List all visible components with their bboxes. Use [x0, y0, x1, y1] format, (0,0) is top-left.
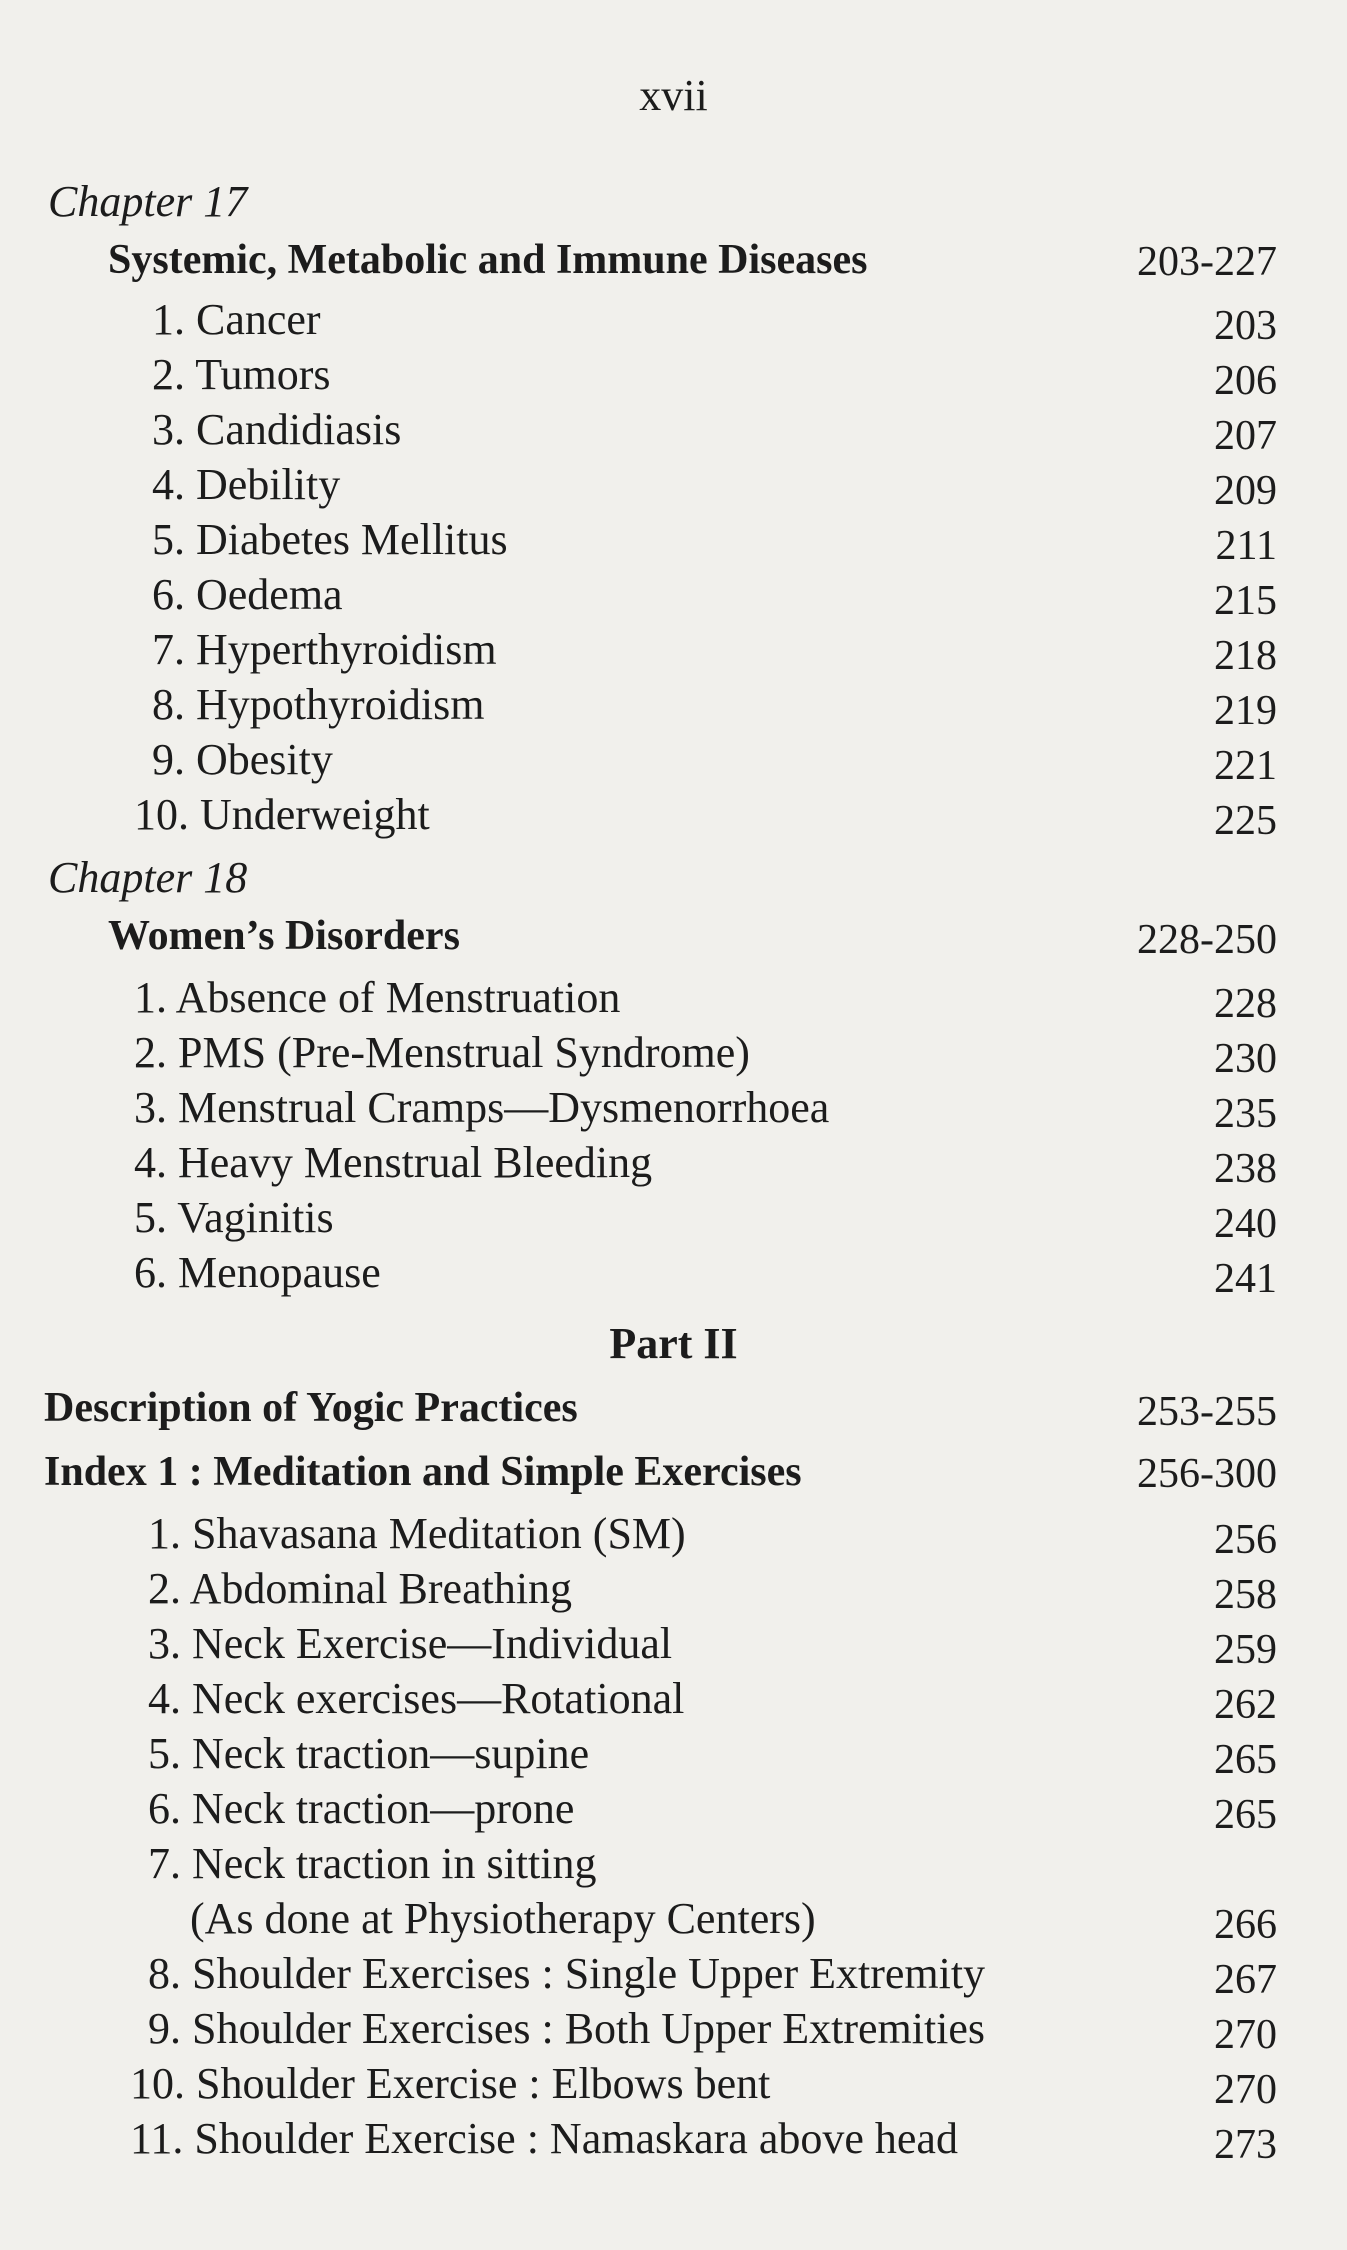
chapter-18-range: 228-250: [1137, 917, 1277, 963]
toc-page-ref: 206: [1214, 358, 1277, 404]
yogic-practices-range: 253-255: [1137, 1389, 1277, 1435]
toc-page-ref: 218: [1214, 633, 1277, 679]
toc-page-ref: 262: [1214, 1682, 1277, 1728]
toc-page-ref: 273: [1214, 2122, 1277, 2168]
toc-page-ref: 240: [1214, 1201, 1277, 1247]
toc-entry: 1. Cancer: [152, 295, 321, 344]
toc-page-ref: 241: [1214, 1256, 1277, 1302]
toc-page-ref: 209: [1214, 468, 1277, 514]
toc-entry: 6. Oedema: [152, 570, 343, 619]
toc-entry: 8. Hypothyroidism: [152, 680, 485, 729]
toc-page-ref: 203: [1214, 303, 1277, 349]
toc-page-ref: 238: [1214, 1146, 1277, 1192]
toc-entry-continuation: (As done at Physiotherapy Centers): [190, 1894, 816, 1943]
toc-page-ref: 270: [1214, 2067, 1277, 2113]
toc-page-ref: 230: [1214, 1036, 1277, 1082]
chapter-17-range: 203-227: [1137, 239, 1277, 285]
toc-entry: 9. Obesity: [152, 735, 333, 784]
toc-entry: 4. Neck exercises—Rotational: [148, 1674, 685, 1723]
toc-entry: 7. Hyperthyroidism: [152, 625, 497, 674]
toc-entry: 9. Shoulder Exercises : Both Upper Extremities: [148, 2004, 986, 2053]
toc-page-ref: 265: [1214, 1737, 1277, 1783]
toc-page-ref: 219: [1214, 688, 1277, 734]
toc-entry: 10. Shoulder Exercise : Elbows bent: [130, 2059, 771, 2108]
toc-entry: 4. Debility: [152, 460, 341, 509]
toc-page-ref: 215: [1214, 578, 1277, 624]
chapter-17-label: Chapter 17: [48, 177, 248, 226]
toc-entry: 5. Diabetes Mellitus: [152, 515, 508, 564]
toc-entry: 6. Menopause: [134, 1248, 381, 1297]
toc-page-ref: 211: [1215, 523, 1277, 569]
index-1-title: Index 1 : Meditation and Simple Exercises: [44, 1449, 802, 1495]
toc-entry: 11. Shoulder Exercise : Namaskara above head: [130, 2114, 958, 2163]
toc-entry: 7. Neck traction in sitting: [148, 1839, 597, 1888]
toc-entry: 5. Neck traction—supine: [148, 1729, 590, 1778]
toc-entry: 2. Abdominal Breathing: [148, 1564, 573, 1613]
toc-entry: 6. Neck traction—prone: [148, 1784, 575, 1833]
toc-page-ref: 265: [1214, 1792, 1277, 1838]
yogic-practices-title: Description of Yogic Practices: [44, 1385, 578, 1431]
toc-entry: 2. PMS (Pre-Menstrual Syndrome): [134, 1028, 750, 1077]
toc-page-ref: 228: [1214, 981, 1277, 1027]
toc-page-ref: 225: [1214, 798, 1277, 844]
toc-page-ref: 267: [1214, 1957, 1277, 2003]
toc-entry: 1. Shavasana Meditation (SM): [148, 1509, 686, 1558]
chapter-18-label: Chapter 18: [48, 853, 248, 902]
toc-entry: 1. Absence of Menstruation: [134, 973, 621, 1022]
toc-entry: 5. Vaginitis: [134, 1193, 334, 1242]
toc-page-ref: 221: [1214, 743, 1277, 789]
page-number: xvii: [639, 71, 708, 120]
toc-entry: 4. Heavy Menstrual Bleeding: [134, 1138, 653, 1187]
toc-entry: 3. Menstrual Cramps—Dysmenorrhoea: [134, 1083, 830, 1132]
part-ii-heading: Part II: [609, 1319, 738, 1368]
toc-entry: 2. Tumors: [152, 350, 331, 399]
chapter-17-title: Systemic, Metabolic and Immune Diseases: [108, 237, 868, 283]
chapter-18-title: Women’s Disorders: [108, 913, 460, 959]
toc-page-ref: 259: [1214, 1627, 1277, 1673]
toc-page-ref: 235: [1214, 1091, 1277, 1137]
toc-entry: 3. Neck Exercise—Individual: [148, 1619, 673, 1668]
toc-page-ref: 256: [1214, 1517, 1277, 1563]
toc-entry: 8. Shoulder Exercises : Single Upper Extremity: [148, 1949, 986, 1998]
toc-entry: 3. Candidiasis: [152, 405, 402, 454]
index-1-range: 256-300: [1137, 1451, 1277, 1497]
toc-page-ref: 270: [1214, 2012, 1277, 2058]
toc-page-ref: 266: [1214, 1902, 1277, 1948]
toc-page-ref: 207: [1214, 413, 1277, 459]
toc-entry: 10. Underweight: [134, 790, 430, 839]
toc-page-ref: 258: [1214, 1572, 1277, 1618]
